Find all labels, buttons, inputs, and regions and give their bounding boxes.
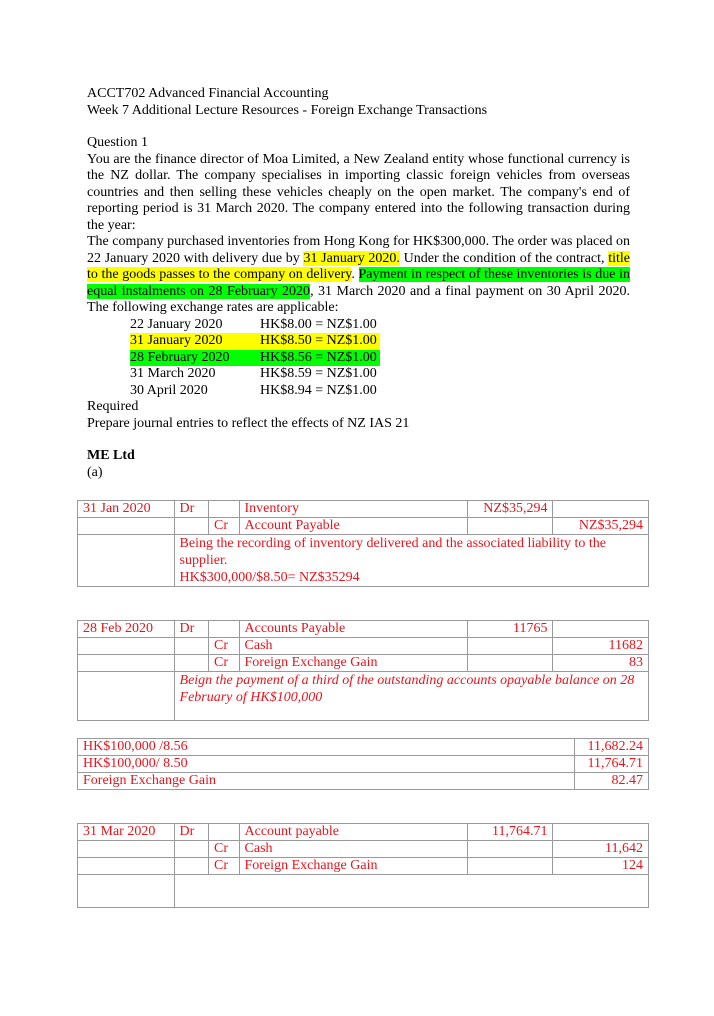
rate-date: 22 January 2020 bbox=[130, 316, 223, 332]
credit-amount: 124 bbox=[553, 858, 649, 875]
para2-text-c: . bbox=[351, 267, 359, 282]
empty-cell bbox=[78, 655, 175, 672]
calc-label: HK$100,000 /8.56 bbox=[78, 739, 575, 756]
empty-cell bbox=[209, 621, 239, 638]
document-body bbox=[87, 86, 630, 481]
narration-line: Being the recording of inventory delivered and the associated liability to the supplier. bbox=[179, 536, 606, 568]
table-row bbox=[78, 858, 649, 875]
empty-cell bbox=[209, 824, 239, 841]
table-row bbox=[78, 501, 649, 518]
empty-cell bbox=[78, 638, 175, 655]
rate-date: 31 January 2020 bbox=[130, 333, 223, 348]
highlight-payment-terms: Payment in respect of these inventories is due in equal instalments on 28 February 2020 bbox=[87, 267, 631, 299]
empty-cell bbox=[78, 858, 175, 875]
table-row bbox=[78, 535, 649, 587]
empty-cell bbox=[553, 501, 649, 518]
narration bbox=[174, 875, 648, 908]
table-row bbox=[78, 824, 649, 841]
account-name: Account payable bbox=[239, 824, 468, 841]
calc-value: 11,764.71 bbox=[575, 756, 649, 773]
rate-value: HK$8.50 = NZ$1.00 bbox=[260, 333, 377, 348]
entry-date: 31 Jan 2020 bbox=[78, 501, 175, 518]
highlight-delivery-date: 31 January 2020. bbox=[303, 250, 400, 266]
credit-amount: 11,642 bbox=[553, 841, 649, 858]
journal-entry-2 bbox=[77, 620, 649, 721]
rate-row bbox=[130, 317, 630, 334]
empty-cell bbox=[553, 824, 649, 841]
empty-cell bbox=[174, 841, 209, 858]
rate-row bbox=[130, 366, 630, 383]
course-title: ACCT702 Advanced Financial Accounting bbox=[87, 86, 329, 101]
table-row bbox=[78, 655, 649, 672]
empty-cell bbox=[78, 672, 175, 721]
empty-cell bbox=[468, 518, 553, 535]
narration: Beign the payment of a third of the outstanding accounts opayable balance on 28 February of HK$100,000 bbox=[174, 672, 648, 721]
empty-cell bbox=[174, 638, 209, 655]
cr-marker: Cr bbox=[209, 655, 239, 672]
table-row bbox=[78, 621, 649, 638]
rate-row bbox=[130, 383, 630, 400]
cr-marker: Cr bbox=[209, 638, 239, 655]
empty-cell bbox=[78, 875, 175, 908]
account-name: Foreign Exchange Gain bbox=[239, 655, 468, 672]
para2-text-a: The company purchased inventories from Hong Kong for HK$300,000. The order was placed on 22 January 2020 with delivery due by bbox=[87, 234, 630, 266]
empty-cell bbox=[78, 841, 175, 858]
credit-amount: NZ$35,294 bbox=[553, 518, 649, 535]
table-row bbox=[78, 756, 649, 773]
table-row bbox=[78, 638, 649, 655]
rate-date: 31 March 2020 bbox=[130, 366, 216, 381]
empty-cell bbox=[468, 655, 553, 672]
empty-cell bbox=[468, 841, 553, 858]
empty-cell bbox=[174, 858, 209, 875]
table-row bbox=[78, 672, 649, 721]
account-name: Foreign Exchange Gain bbox=[239, 858, 468, 875]
answer-company: ME Ltd bbox=[87, 448, 135, 463]
empty-cell bbox=[174, 518, 209, 535]
answer-part: (a) bbox=[87, 464, 103, 480]
dr-marker: Dr bbox=[174, 824, 209, 841]
cr-marker: Cr bbox=[209, 518, 239, 535]
account-name: Inventory bbox=[239, 501, 468, 518]
cr-marker: Cr bbox=[209, 858, 239, 875]
para2-text-b: Under the condition of the contract, bbox=[399, 250, 609, 266]
cr-marker: Cr bbox=[209, 841, 239, 858]
calc-value: 11,682.24 bbox=[575, 739, 649, 756]
debit-amount: NZ$35,294 bbox=[468, 501, 553, 518]
required-label: Required bbox=[87, 399, 139, 414]
entry-date: 31 Mar 2020 bbox=[78, 824, 175, 841]
dr-marker: Dr bbox=[174, 621, 209, 638]
account-name: Accounts Payable bbox=[239, 621, 468, 638]
account-name: Cash bbox=[239, 841, 468, 858]
table-row bbox=[78, 875, 649, 908]
calc-label: Foreign Exchange Gain bbox=[78, 773, 575, 790]
dr-marker: Dr bbox=[174, 501, 209, 518]
rate-row bbox=[130, 350, 380, 367]
credit-amount: 83 bbox=[553, 655, 649, 672]
rate-value: HK$8.56 = NZ$1.00 bbox=[260, 349, 377, 365]
table-row bbox=[78, 773, 649, 790]
empty-cell bbox=[174, 655, 209, 672]
question-paragraph-1: You are the finance director of Moa Limited, a New Zealand entity whose functional currency is the NZ dollar. The company specialises in importing classic foreign vehicles from overseas countries and then selling these vehicles cheaply on the open market. The company's end of reporting period is 31 March 2020. The company entered into the following transaction during the year: bbox=[87, 151, 630, 233]
entry-date: 28 Feb 2020 bbox=[78, 621, 175, 638]
document-subtitle: Week 7 Additional Lecture Resources - Foreign Exchange Transactions bbox=[87, 102, 488, 118]
table-row bbox=[78, 518, 649, 535]
calc-value: 82.47 bbox=[575, 773, 649, 790]
fx-calculation-table bbox=[77, 738, 649, 790]
rate-value: HK$8.94 = NZ$1.00 bbox=[260, 382, 377, 398]
table-row bbox=[78, 739, 649, 756]
calc-label: HK$100,000/ 8.50 bbox=[78, 756, 575, 773]
empty-cell bbox=[468, 858, 553, 875]
journal-entry-3 bbox=[77, 823, 649, 908]
rate-value: HK$8.59 = NZ$1.00 bbox=[260, 366, 377, 381]
journal-entry-1 bbox=[77, 500, 649, 587]
empty-cell bbox=[553, 621, 649, 638]
narration bbox=[174, 535, 648, 587]
debit-amount: 11,764.71 bbox=[468, 824, 553, 841]
rate-date: 30 April 2020 bbox=[130, 382, 208, 398]
rate-row bbox=[130, 333, 380, 350]
empty-cell bbox=[78, 535, 175, 587]
narration-calc: HK$300,000/$8.50= NZ$35294 bbox=[179, 570, 360, 585]
question-paragraph-2 bbox=[87, 234, 630, 317]
credit-amount: 11682 bbox=[553, 638, 649, 655]
debit-amount: 11765 bbox=[468, 621, 553, 638]
highlight-title-passes: title to the goods passes to the company on delivery bbox=[87, 250, 630, 282]
question-label: Question 1 bbox=[87, 135, 149, 150]
account-name: Account Payable bbox=[239, 518, 468, 535]
para2-text-d: , 31 March 2020 and a final payment on 30 April 2020. The following exchange rates are applicable: bbox=[87, 283, 630, 315]
empty-cell bbox=[78, 518, 175, 535]
empty-cell bbox=[468, 638, 553, 655]
exchange-rates-list bbox=[130, 317, 630, 400]
account-name: Cash bbox=[239, 638, 468, 655]
rate-date: 28 February 2020 bbox=[130, 349, 230, 365]
table-row bbox=[78, 841, 649, 858]
rate-value: HK$8.00 = NZ$1.00 bbox=[260, 316, 377, 332]
instruction-text: Prepare journal entries to reflect the effects of NZ IAS 21 bbox=[87, 415, 410, 431]
empty-cell bbox=[209, 501, 239, 518]
